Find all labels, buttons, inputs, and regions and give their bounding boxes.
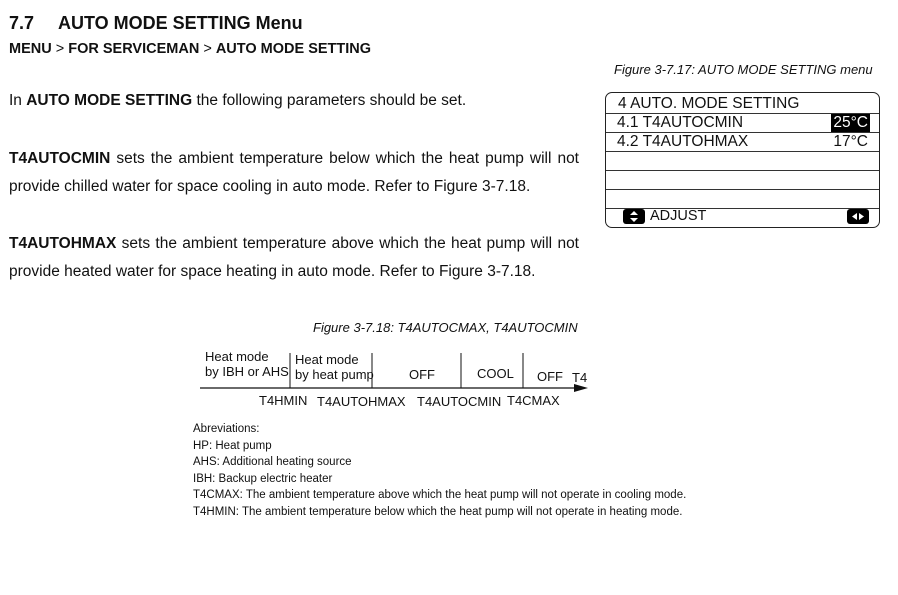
breadcrumb-for-serviceman: FOR SERVICEMAN [68, 41, 200, 57]
tick-label-t4hmin: T4HMIN [259, 393, 308, 408]
section-heading [9, 13, 303, 34]
breadcrumb-auto-mode-setting: AUTO MODE SETTING [215, 41, 372, 57]
zone-cool: COOL [477, 366, 514, 381]
breadcrumb-separator: > [199, 41, 216, 57]
lcd-row-label: 4.2 T4AUTOHMAX [617, 133, 749, 150]
zone-heat-heat-pump-line2: by heat pump [295, 367, 374, 382]
paragraph-t4autohmax [9, 230, 579, 286]
zone-heat-ibh-ahs-line1: Heat mode [205, 349, 269, 364]
intro-prefix: In [9, 92, 27, 109]
breadcrumb [9, 41, 371, 57]
abbreviations-block [193, 421, 698, 520]
lcd-row-value-selected[interactable]: 25°C [833, 114, 868, 131]
abbreviation-line: AHS: Additional heating source [193, 456, 352, 468]
lcd-row-label: 4.1 T4AUTOCMIN [617, 114, 744, 131]
zone-off-2: OFF [537, 369, 563, 384]
zone-heat-heat-pump [295, 352, 374, 382]
lcd-row-t4autocmin[interactable] [606, 114, 879, 133]
paragraph-t4autocmin [9, 145, 579, 201]
lcd-row-value[interactable]: 17°C [833, 133, 868, 150]
abbreviation-line: IBH: Backup electric heater [193, 472, 333, 485]
abbreviation-line: T4HMIN: The ambient temperature below which the heat pump will not operate in heating mode. [193, 505, 683, 518]
lcd-empty-row [606, 152, 879, 171]
abbreviations-title: Abreviations: [193, 423, 260, 435]
figure-caption-diagram: Figure 3-7.18: T4AUTOCMAX, T4AUTOCMIN [313, 320, 578, 335]
temperature-mode-diagram [200, 345, 600, 415]
axis-label-t4: T4 [572, 370, 588, 385]
section-title: AUTO MODE SETTING Menu [58, 13, 303, 33]
axis-arrow-icon [574, 384, 588, 392]
tick-label-t4autohmax: T4AUTOHMAX [317, 394, 406, 409]
abbreviation-line: T4CMAX: The ambient temperature above which the heat pump will not operate in cooling mode. [193, 489, 687, 501]
lcd-footer [606, 207, 879, 227]
lcd-menu-panel [605, 92, 880, 228]
tick-label-t4autocmin: T4AUTOCMIN [417, 394, 502, 409]
zone-off-1: OFF [409, 367, 435, 382]
breadcrumb-separator: > [51, 41, 69, 57]
section-number: 7.7 [9, 13, 35, 33]
figure-caption-lcd: Figure 3-7.17: AUTO MODE SETTING menu [614, 62, 873, 77]
tick-label-t4cmax: T4CMAX [507, 393, 560, 408]
zone-heat-heat-pump-line1: Heat mode [295, 352, 359, 367]
intro-suffix: the following parameters should be set. [192, 92, 467, 109]
paragraph-t4autohmax-text: sets the ambient temperature above which the heat pump will not provide heated water for space heating in auto mode. Refer to Figure 3-7.18. [9, 235, 579, 280]
breadcrumb-menu: MENU [9, 41, 52, 57]
lcd-title-row [606, 95, 879, 114]
lcd-title: 4 AUTO. MODE SETTING [618, 95, 800, 112]
intro-paragraph [9, 92, 466, 110]
lcd-footer-label: ADJUST [650, 208, 707, 224]
up-down-arrows-icon[interactable] [623, 209, 645, 224]
zone-heat-ibh-ahs-line2: by IBH or AHS [205, 364, 289, 379]
abbreviation-line: HP: Heat pump [193, 439, 272, 452]
term-t4autohmax: T4AUTOHMAX [9, 235, 117, 252]
zone-heat-ibh-ahs [205, 349, 289, 379]
paragraph-t4autocmin-text: sets the ambient temperature below which the heat pump will not provide chilled water for space cooling in auto mode. Refer to Figure 3-7.18. [9, 150, 579, 195]
lcd-row-t4autohmax[interactable] [606, 133, 879, 152]
left-right-arrows-icon[interactable] [847, 209, 869, 224]
term-t4autocmin: T4AUTOCMIN [9, 150, 111, 167]
intro-bold: AUTO MODE SETTING [26, 92, 193, 109]
lcd-empty-row [606, 171, 879, 190]
